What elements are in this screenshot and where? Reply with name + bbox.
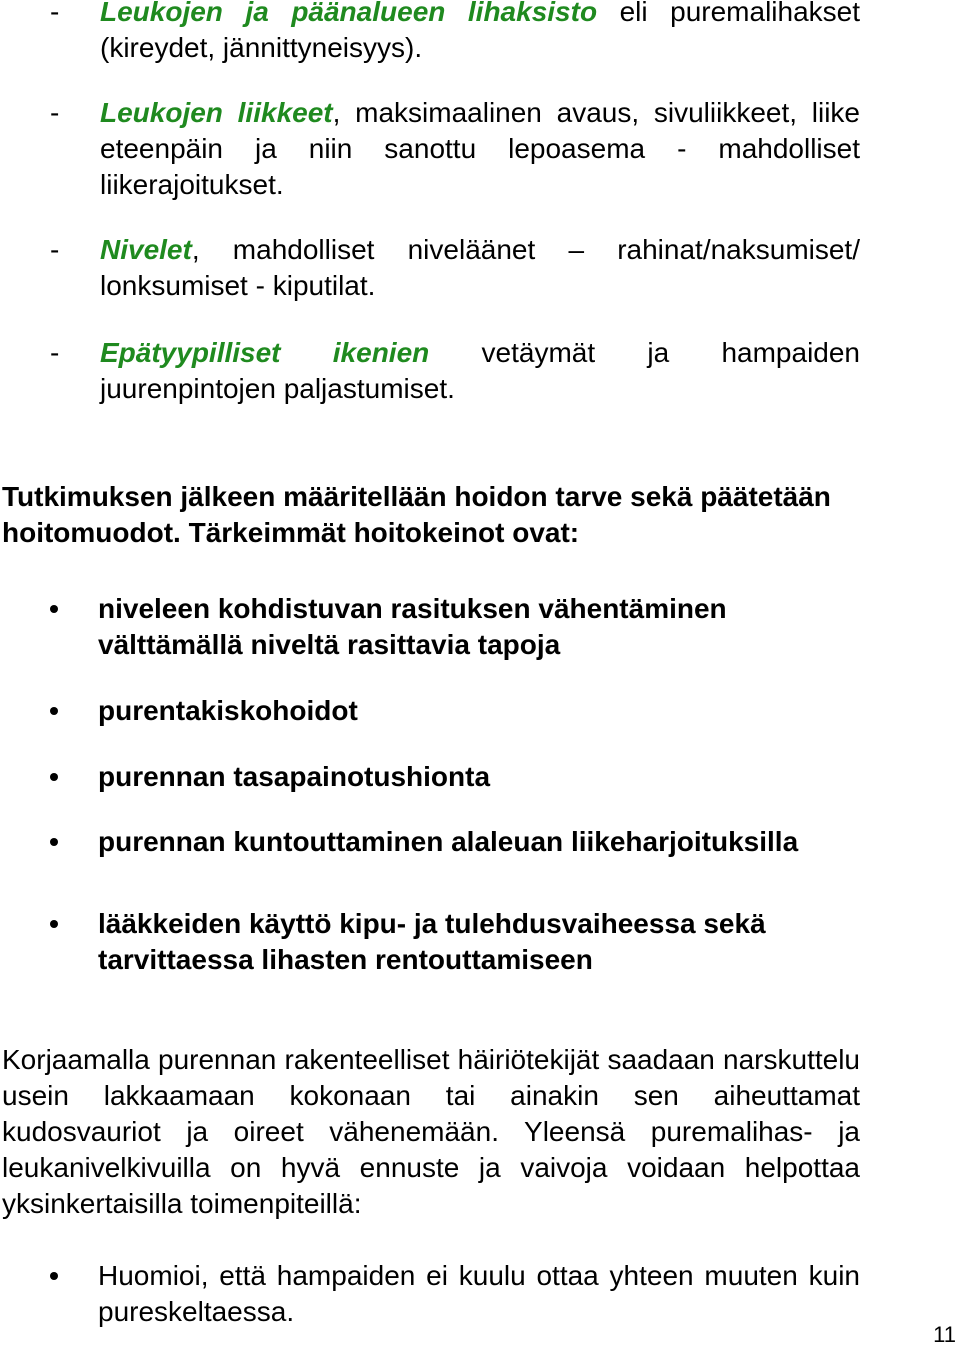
bullet-text: purennan kuntouttaminen alaleuan liikeharjoituksilla (98, 826, 799, 857)
text-jaw-movements: , maksimaalinen avaus, sivuliikkeet, liike eteenpäin ja niin sanottu lepoasema - mahdolliset liikerajoitukset. (100, 97, 861, 200)
dash-item-muscles (50, 0, 860, 66)
dash-marker: - (50, 0, 60, 27)
bullet-text: lääkkeiden käyttö kipu- ja tulehdusvaiheessa sekä tarvittaessa lihasten rentouttamiseen (98, 908, 766, 975)
bullet-dot (50, 773, 58, 781)
bullet-dot (50, 838, 58, 846)
keyword-gums: Epätyypilliset ikenien (100, 337, 430, 368)
bullet-dot (50, 1272, 58, 1280)
bullet-item (48, 824, 860, 860)
bullet-item (48, 693, 860, 729)
keyword-muscles: Leukojen ja päänalueen lihaksisto (100, 0, 598, 27)
keyword-jaw-movements: Leukojen liikkeet (100, 97, 333, 128)
bullet-dot (50, 605, 58, 613)
dash-item-jaw-movements (50, 95, 860, 203)
dash-item-gums (50, 335, 860, 407)
dash-marker: - (50, 97, 60, 128)
bullet-item (48, 906, 860, 978)
text-gums: vetäymät ja hampaiden juurenpintojen paljastumiset. (100, 337, 860, 404)
bullet-text: purentakiskohoidot (98, 695, 358, 726)
dash-marker: - (50, 234, 60, 265)
bullet-item (48, 591, 860, 663)
keyword-joints: Nivelet (100, 234, 192, 265)
bullet-item (48, 759, 860, 795)
summary-paragraph: Korjaamalla purennan rakenteelliset häiriötekijät saadaan narskuttelu usein lakkaamaan kokonaan tai ainakin sen aiheuttamat kudosvauriot ja oireet vähenemään. Yleensä puremalihas- ja leukanivelkivuilla on hyvä ennuste ja vaivoja voidaan helpottaa yksinkertaisilla toimenpiteillä: (2, 1044, 860, 1219)
intro-paragraph: Tutkimuksen jälkeen määritellään hoidon tarve sekä päätetään hoitomuodot. Tärkeimmät hoitokeinot ovat: (2, 481, 831, 548)
bullet-item (48, 1258, 860, 1330)
bullet-dot (50, 707, 58, 715)
dash-marker: - (50, 337, 60, 368)
page-number: 11 (933, 1322, 956, 1347)
bullet-text: niveleen kohdistuvan rasituksen vähentäminen välttämällä niveltä rasittavia tapoja (98, 593, 727, 660)
bullet-text: Huomioi, että hampaiden ei kuulu ottaa yhteen muuten kuin pureskeltaessa. (98, 1260, 860, 1327)
bullet-dot (50, 920, 58, 928)
text-muscles: eli puremalihakset (kireydet, jännittyneisyys). (100, 0, 861, 63)
bullet-text: purennan tasapainotushionta (98, 761, 491, 792)
text-joints: , mahdolliset niveläänet – rahinat/naksumiset/ lonksumiset - kiputilat. (100, 234, 860, 301)
dash-item-joints (50, 232, 860, 304)
